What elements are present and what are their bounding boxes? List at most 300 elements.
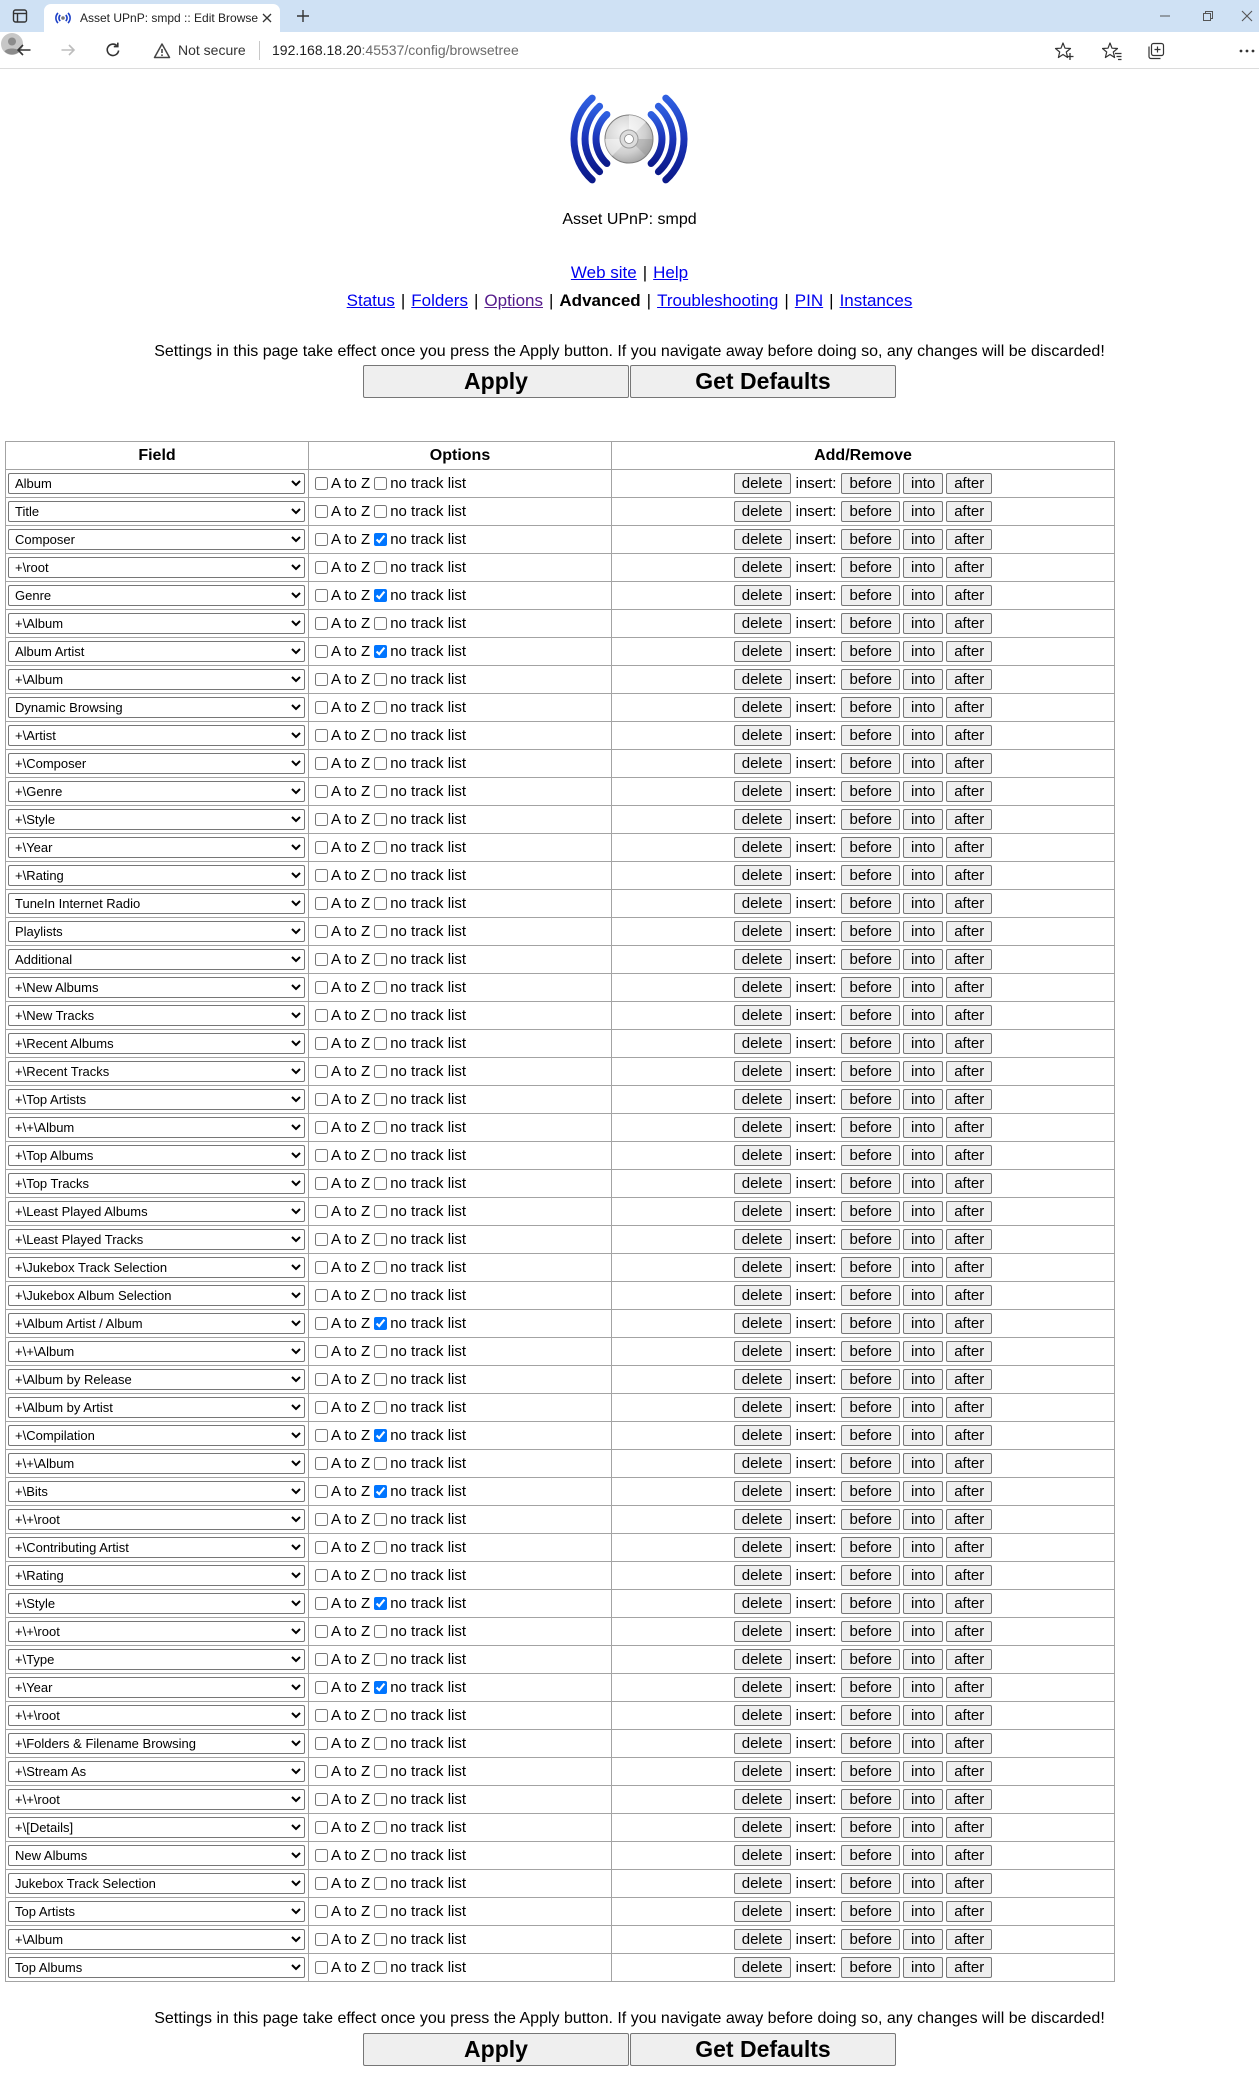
a-to-z-option[interactable] — [311, 839, 370, 856]
browser-tab-active[interactable] — [44, 4, 280, 32]
a-to-z-checkbox[interactable] — [315, 813, 328, 826]
delete-button[interactable]: delete — [734, 1285, 791, 1306]
no-track-list-checkbox[interactable] — [374, 1541, 387, 1554]
insert-into-button[interactable]: into — [903, 921, 943, 942]
insert-after-button[interactable]: after — [946, 781, 992, 802]
no-track-list-checkbox[interactable] — [374, 1401, 387, 1414]
a-to-z-option[interactable] — [311, 1903, 370, 1920]
insert-after-button[interactable]: after — [946, 1313, 992, 1334]
a-to-z-option[interactable] — [311, 1679, 370, 1696]
delete-button[interactable]: delete — [734, 865, 791, 886]
delete-button[interactable]: delete — [734, 1117, 791, 1138]
no-track-list-checkbox[interactable] — [374, 1737, 387, 1750]
insert-after-button[interactable]: after — [946, 669, 992, 690]
no-track-list-checkbox[interactable] — [374, 505, 387, 518]
field-select[interactable] — [8, 1061, 305, 1082]
no-track-list-option[interactable] — [370, 1595, 466, 1612]
field-select[interactable] — [8, 1145, 305, 1166]
insert-after-button[interactable]: after — [946, 1089, 992, 1110]
no-track-list-checkbox[interactable] — [374, 757, 387, 770]
insert-before-button[interactable]: before — [841, 1061, 900, 1082]
a-to-z-checkbox[interactable] — [315, 1149, 328, 1162]
a-to-z-option[interactable] — [311, 503, 370, 520]
a-to-z-option[interactable] — [311, 615, 370, 632]
a-to-z-option[interactable] — [311, 1371, 370, 1388]
insert-after-button[interactable]: after — [946, 1621, 992, 1642]
nav-instances-link[interactable]: Instances — [839, 291, 913, 310]
insert-into-button[interactable]: into — [903, 1313, 943, 1334]
insert-after-button[interactable]: after — [946, 501, 992, 522]
add-favorite-icon[interactable] — [1054, 41, 1074, 61]
insert-into-button[interactable]: into — [903, 1761, 943, 1782]
no-track-list-option[interactable] — [370, 1119, 466, 1136]
insert-into-button[interactable]: into — [903, 669, 943, 690]
no-track-list-checkbox[interactable] — [374, 1877, 387, 1890]
back-arrow-icon[interactable] — [14, 40, 34, 60]
field-select[interactable] — [8, 949, 305, 970]
a-to-z-checkbox[interactable] — [315, 589, 328, 602]
no-track-list-option[interactable] — [370, 559, 466, 576]
insert-before-button[interactable]: before — [841, 1089, 900, 1110]
no-track-list-option[interactable] — [370, 1343, 466, 1360]
field-select[interactable] — [8, 501, 305, 522]
insert-before-button[interactable]: before — [841, 473, 900, 494]
insert-after-button[interactable]: after — [946, 1593, 992, 1614]
delete-button[interactable]: delete — [734, 781, 791, 802]
no-track-list-option[interactable] — [370, 1763, 466, 1780]
no-track-list-checkbox[interactable] — [374, 1765, 387, 1778]
a-to-z-checkbox[interactable] — [315, 1317, 328, 1330]
no-track-list-checkbox[interactable] — [374, 1933, 387, 1946]
insert-into-button[interactable]: into — [903, 1005, 943, 1026]
insert-before-button[interactable]: before — [841, 1201, 900, 1222]
insert-after-button[interactable]: after — [946, 1285, 992, 1306]
field-select[interactable] — [8, 1509, 305, 1530]
delete-button[interactable]: delete — [734, 1929, 791, 1950]
a-to-z-option[interactable] — [311, 1735, 370, 1752]
no-track-list-option[interactable] — [370, 1231, 466, 1248]
nav-options-link[interactable]: Options — [484, 291, 543, 310]
insert-after-button[interactable]: after — [946, 1145, 992, 1166]
a-to-z-checkbox[interactable] — [315, 1905, 328, 1918]
a-to-z-option[interactable] — [311, 587, 370, 604]
field-select[interactable] — [8, 585, 305, 606]
no-track-list-option[interactable] — [370, 895, 466, 912]
insert-into-button[interactable]: into — [903, 1397, 943, 1418]
field-select[interactable] — [8, 1537, 305, 1558]
a-to-z-checkbox[interactable] — [315, 1877, 328, 1890]
no-track-list-checkbox[interactable] — [374, 1709, 387, 1722]
a-to-z-checkbox[interactable] — [315, 1765, 328, 1778]
no-track-list-checkbox[interactable] — [374, 1037, 387, 1050]
a-to-z-checkbox[interactable] — [315, 617, 328, 630]
insert-before-button[interactable]: before — [841, 669, 900, 690]
insert-after-button[interactable]: after — [946, 1957, 992, 1978]
a-to-z-checkbox[interactable] — [315, 1737, 328, 1750]
a-to-z-option[interactable] — [311, 979, 370, 996]
field-select[interactable] — [8, 753, 305, 774]
insert-before-button[interactable]: before — [841, 1509, 900, 1530]
a-to-z-option[interactable] — [311, 559, 370, 576]
a-to-z-option[interactable] — [311, 699, 370, 716]
no-track-list-checkbox[interactable] — [374, 1569, 387, 1582]
no-track-list-checkbox[interactable] — [374, 729, 387, 742]
insert-before-button[interactable]: before — [841, 865, 900, 886]
delete-button[interactable]: delete — [734, 921, 791, 942]
a-to-z-option[interactable] — [311, 1567, 370, 1584]
forward-arrow-icon[interactable] — [58, 40, 78, 60]
a-to-z-option[interactable] — [311, 923, 370, 940]
insert-into-button[interactable]: into — [903, 1285, 943, 1306]
a-to-z-checkbox[interactable] — [315, 1961, 328, 1974]
a-to-z-checkbox[interactable] — [315, 1653, 328, 1666]
minimize-icon[interactable] — [1158, 9, 1172, 23]
field-select[interactable] — [8, 613, 305, 634]
delete-button[interactable]: delete — [734, 613, 791, 634]
delete-button[interactable]: delete — [734, 1481, 791, 1502]
insert-after-button[interactable]: after — [946, 1929, 992, 1950]
no-track-list-option[interactable] — [370, 1707, 466, 1724]
insert-after-button[interactable]: after — [946, 473, 992, 494]
no-track-list-checkbox[interactable] — [374, 1905, 387, 1918]
a-to-z-option[interactable] — [311, 1399, 370, 1416]
delete-button[interactable]: delete — [734, 1873, 791, 1894]
field-select[interactable] — [8, 781, 305, 802]
insert-before-button[interactable]: before — [841, 1397, 900, 1418]
delete-button[interactable]: delete — [734, 1229, 791, 1250]
delete-button[interactable]: delete — [734, 1593, 791, 1614]
insert-before-button[interactable]: before — [841, 893, 900, 914]
delete-button[interactable]: delete — [734, 1313, 791, 1334]
field-select[interactable] — [8, 865, 305, 886]
insert-into-button[interactable]: into — [903, 977, 943, 998]
insert-into-button[interactable]: into — [903, 809, 943, 830]
insert-before-button[interactable]: before — [841, 1229, 900, 1250]
no-track-list-option[interactable] — [370, 1539, 466, 1556]
insert-into-button[interactable]: into — [903, 1957, 943, 1978]
field-select[interactable] — [8, 1201, 305, 1222]
insert-before-button[interactable]: before — [841, 1285, 900, 1306]
insert-after-button[interactable]: after — [946, 1873, 992, 1894]
no-track-list-checkbox[interactable] — [374, 953, 387, 966]
delete-button[interactable]: delete — [734, 1537, 791, 1558]
a-to-z-option[interactable] — [311, 1539, 370, 1556]
delete-button[interactable]: delete — [734, 1257, 791, 1278]
insert-before-button[interactable]: before — [841, 1761, 900, 1782]
a-to-z-checkbox[interactable] — [315, 1233, 328, 1246]
field-select[interactable] — [8, 669, 305, 690]
delete-button[interactable]: delete — [734, 949, 791, 970]
insert-into-button[interactable]: into — [903, 585, 943, 606]
no-track-list-checkbox[interactable] — [374, 1345, 387, 1358]
delete-button[interactable]: delete — [734, 641, 791, 662]
web-site-link[interactable]: Web site — [570, 263, 637, 282]
a-to-z-option[interactable] — [311, 811, 370, 828]
no-track-list-checkbox[interactable] — [374, 1009, 387, 1022]
field-select[interactable] — [8, 1369, 305, 1390]
delete-button[interactable]: delete — [734, 501, 791, 522]
nav-status-link[interactable]: Status — [346, 291, 395, 310]
help-link[interactable]: Help — [653, 263, 689, 282]
a-to-z-option[interactable] — [311, 1483, 370, 1500]
a-to-z-checkbox[interactable] — [315, 1821, 328, 1834]
insert-after-button[interactable]: after — [946, 1733, 992, 1754]
no-track-list-option[interactable] — [370, 1287, 466, 1304]
window-menu-icon[interactable] — [12, 8, 28, 24]
a-to-z-option[interactable] — [311, 1455, 370, 1472]
insert-into-button[interactable]: into — [903, 893, 943, 914]
a-to-z-checkbox[interactable] — [315, 673, 328, 686]
no-track-list-checkbox[interactable] — [374, 841, 387, 854]
insert-before-button[interactable]: before — [841, 1873, 900, 1894]
delete-button[interactable]: delete — [734, 1145, 791, 1166]
insert-before-button[interactable]: before — [841, 1369, 900, 1390]
no-track-list-option[interactable] — [370, 1007, 466, 1024]
a-to-z-option[interactable] — [311, 1007, 370, 1024]
a-to-z-checkbox[interactable] — [315, 1009, 328, 1022]
field-select[interactable] — [8, 1649, 305, 1670]
delete-button[interactable]: delete — [734, 725, 791, 746]
no-track-list-option[interactable] — [370, 783, 466, 800]
a-to-z-checkbox[interactable] — [315, 953, 328, 966]
no-track-list-checkbox[interactable] — [374, 1681, 387, 1694]
get-defaults-button[interactable]: Get Defaults — [630, 2033, 896, 2066]
insert-after-button[interactable]: after — [946, 1257, 992, 1278]
insert-before-button[interactable]: before — [841, 1313, 900, 1334]
insert-before-button[interactable]: before — [841, 1733, 900, 1754]
field-select[interactable] — [8, 1257, 305, 1278]
insert-into-button[interactable]: into — [903, 613, 943, 634]
field-select[interactable] — [8, 1873, 305, 1894]
a-to-z-option[interactable] — [311, 1959, 370, 1976]
insert-before-button[interactable]: before — [841, 1957, 900, 1978]
delete-button[interactable]: delete — [734, 893, 791, 914]
insert-before-button[interactable]: before — [841, 1789, 900, 1810]
insert-after-button[interactable]: after — [946, 949, 992, 970]
a-to-z-checkbox[interactable] — [315, 1373, 328, 1386]
insert-after-button[interactable]: after — [946, 725, 992, 746]
insert-after-button[interactable]: after — [946, 1565, 992, 1586]
no-track-list-option[interactable] — [370, 1399, 466, 1416]
no-track-list-option[interactable] — [370, 1931, 466, 1948]
insert-before-button[interactable]: before — [841, 529, 900, 550]
no-track-list-option[interactable] — [370, 1175, 466, 1192]
no-track-list-checkbox[interactable] — [374, 561, 387, 574]
no-track-list-checkbox[interactable] — [374, 1597, 387, 1610]
no-track-list-checkbox[interactable] — [374, 477, 387, 490]
a-to-z-checkbox[interactable] — [315, 533, 328, 546]
insert-after-button[interactable]: after — [946, 613, 992, 634]
no-track-list-checkbox[interactable] — [374, 589, 387, 602]
field-select[interactable] — [8, 1425, 305, 1446]
field-select[interactable] — [8, 1817, 305, 1838]
a-to-z-checkbox[interactable] — [315, 1513, 328, 1526]
no-track-list-option[interactable] — [370, 1847, 466, 1864]
insert-after-button[interactable]: after — [946, 1817, 992, 1838]
no-track-list-option[interactable] — [370, 1875, 466, 1892]
insert-into-button[interactable]: into — [903, 753, 943, 774]
insert-before-button[interactable]: before — [841, 557, 900, 578]
a-to-z-option[interactable] — [311, 1511, 370, 1528]
insert-into-button[interactable]: into — [903, 557, 943, 578]
insert-before-button[interactable]: before — [841, 921, 900, 942]
a-to-z-option[interactable] — [311, 1035, 370, 1052]
a-to-z-checkbox[interactable] — [315, 1177, 328, 1190]
insert-after-button[interactable]: after — [946, 1397, 992, 1418]
no-track-list-option[interactable] — [370, 1427, 466, 1444]
close-icon[interactable] — [261, 12, 273, 24]
insert-after-button[interactable]: after — [946, 977, 992, 998]
delete-button[interactable]: delete — [734, 585, 791, 606]
a-to-z-option[interactable] — [311, 1343, 370, 1360]
a-to-z-checkbox[interactable] — [315, 645, 328, 658]
no-track-list-checkbox[interactable] — [374, 645, 387, 658]
no-track-list-checkbox[interactable] — [374, 1849, 387, 1862]
insert-before-button[interactable]: before — [841, 1845, 900, 1866]
a-to-z-checkbox[interactable] — [315, 1205, 328, 1218]
field-select[interactable] — [8, 1453, 305, 1474]
field-select[interactable] — [8, 1789, 305, 1810]
insert-into-button[interactable]: into — [903, 1929, 943, 1950]
field-select[interactable] — [8, 893, 305, 914]
insert-before-button[interactable]: before — [841, 1817, 900, 1838]
delete-button[interactable]: delete — [734, 1341, 791, 1362]
delete-button[interactable]: delete — [734, 1061, 791, 1082]
field-select[interactable] — [8, 1957, 305, 1978]
insert-after-button[interactable]: after — [946, 809, 992, 830]
delete-button[interactable]: delete — [734, 1677, 791, 1698]
a-to-z-checkbox[interactable] — [315, 1401, 328, 1414]
insert-into-button[interactable]: into — [903, 1201, 943, 1222]
insert-before-button[interactable]: before — [841, 1005, 900, 1026]
no-track-list-option[interactable] — [370, 1567, 466, 1584]
favorites-icon[interactable] — [1102, 41, 1122, 61]
no-track-list-checkbox[interactable] — [374, 701, 387, 714]
insert-before-button[interactable]: before — [841, 1621, 900, 1642]
insert-into-button[interactable]: into — [903, 1117, 943, 1138]
insert-before-button[interactable]: before — [841, 1677, 900, 1698]
insert-into-button[interactable]: into — [903, 1705, 943, 1726]
not-secure-label[interactable]: Not secure — [178, 42, 246, 58]
a-to-z-checkbox[interactable] — [315, 1793, 328, 1806]
no-track-list-checkbox[interactable] — [374, 1317, 387, 1330]
a-to-z-checkbox[interactable] — [315, 561, 328, 574]
insert-before-button[interactable]: before — [841, 1145, 900, 1166]
insert-into-button[interactable]: into — [903, 1565, 943, 1586]
delete-button[interactable]: delete — [734, 1957, 791, 1978]
no-track-list-option[interactable] — [370, 1791, 466, 1808]
delete-button[interactable]: delete — [734, 1089, 791, 1110]
delete-button[interactable]: delete — [734, 1033, 791, 1054]
insert-into-button[interactable]: into — [903, 1229, 943, 1250]
insert-after-button[interactable]: after — [946, 1677, 992, 1698]
a-to-z-checkbox[interactable] — [315, 1597, 328, 1610]
delete-button[interactable]: delete — [734, 669, 791, 690]
nav-folders-link[interactable]: Folders — [411, 291, 468, 310]
more-icon[interactable] — [1237, 41, 1257, 61]
no-track-list-option[interactable] — [370, 1903, 466, 1920]
no-track-list-option[interactable] — [370, 727, 466, 744]
insert-before-button[interactable]: before — [841, 1341, 900, 1362]
a-to-z-checkbox[interactable] — [315, 1933, 328, 1946]
a-to-z-checkbox[interactable] — [315, 1037, 328, 1050]
field-select[interactable] — [8, 1705, 305, 1726]
no-track-list-option[interactable] — [370, 1455, 466, 1472]
a-to-z-option[interactable] — [311, 867, 370, 884]
insert-after-button[interactable]: after — [946, 1537, 992, 1558]
insert-before-button[interactable]: before — [841, 809, 900, 830]
insert-after-button[interactable]: after — [946, 1789, 992, 1810]
no-track-list-option[interactable] — [370, 1623, 466, 1640]
no-track-list-checkbox[interactable] — [374, 1625, 387, 1638]
no-track-list-option[interactable] — [370, 1091, 466, 1108]
url-field[interactable] — [272, 42, 519, 59]
insert-into-button[interactable]: into — [903, 1257, 943, 1278]
insert-into-button[interactable]: into — [903, 1033, 943, 1054]
no-track-list-checkbox[interactable] — [374, 1793, 387, 1806]
field-select[interactable] — [8, 921, 305, 942]
no-track-list-option[interactable] — [370, 671, 466, 688]
a-to-z-option[interactable] — [311, 1875, 370, 1892]
no-track-list-option[interactable] — [370, 1147, 466, 1164]
insert-after-button[interactable]: after — [946, 1705, 992, 1726]
insert-before-button[interactable]: before — [841, 1257, 900, 1278]
insert-before-button[interactable]: before — [841, 1481, 900, 1502]
insert-into-button[interactable]: into — [903, 1509, 943, 1530]
no-track-list-option[interactable] — [370, 839, 466, 856]
delete-button[interactable]: delete — [734, 809, 791, 830]
a-to-z-checkbox[interactable] — [315, 729, 328, 742]
field-select[interactable] — [8, 1761, 305, 1782]
delete-button[interactable]: delete — [734, 1789, 791, 1810]
insert-after-button[interactable]: after — [946, 1229, 992, 1250]
a-to-z-option[interactable] — [311, 1175, 370, 1192]
insert-after-button[interactable]: after — [946, 557, 992, 578]
a-to-z-option[interactable] — [311, 1707, 370, 1724]
delete-button[interactable]: delete — [734, 1845, 791, 1866]
a-to-z-option[interactable] — [311, 671, 370, 688]
warning-icon[interactable] — [153, 42, 171, 60]
delete-button[interactable]: delete — [734, 1201, 791, 1222]
field-select[interactable] — [8, 1117, 305, 1138]
insert-after-button[interactable]: after — [946, 697, 992, 718]
a-to-z-checkbox[interactable] — [315, 869, 328, 882]
insert-after-button[interactable]: after — [946, 1425, 992, 1446]
a-to-z-checkbox[interactable] — [315, 1541, 328, 1554]
insert-into-button[interactable]: into — [903, 697, 943, 718]
no-track-list-option[interactable] — [370, 1483, 466, 1500]
insert-into-button[interactable]: into — [903, 1733, 943, 1754]
no-track-list-option[interactable] — [370, 755, 466, 772]
a-to-z-checkbox[interactable] — [315, 701, 328, 714]
insert-into-button[interactable]: into — [903, 949, 943, 970]
a-to-z-checkbox[interactable] — [315, 477, 328, 490]
a-to-z-checkbox[interactable] — [315, 1345, 328, 1358]
field-select[interactable] — [8, 1397, 305, 1418]
insert-before-button[interactable]: before — [841, 501, 900, 522]
insert-into-button[interactable]: into — [903, 1481, 943, 1502]
insert-after-button[interactable]: after — [946, 1005, 992, 1026]
no-track-list-checkbox[interactable] — [374, 1177, 387, 1190]
a-to-z-option[interactable] — [311, 1819, 370, 1836]
insert-before-button[interactable]: before — [841, 977, 900, 998]
no-track-list-option[interactable] — [370, 1679, 466, 1696]
insert-into-button[interactable]: into — [903, 1425, 943, 1446]
no-track-list-checkbox[interactable] — [374, 1961, 387, 1974]
no-track-list-checkbox[interactable] — [374, 1261, 387, 1274]
field-select[interactable] — [8, 1901, 305, 1922]
delete-button[interactable]: delete — [734, 529, 791, 550]
